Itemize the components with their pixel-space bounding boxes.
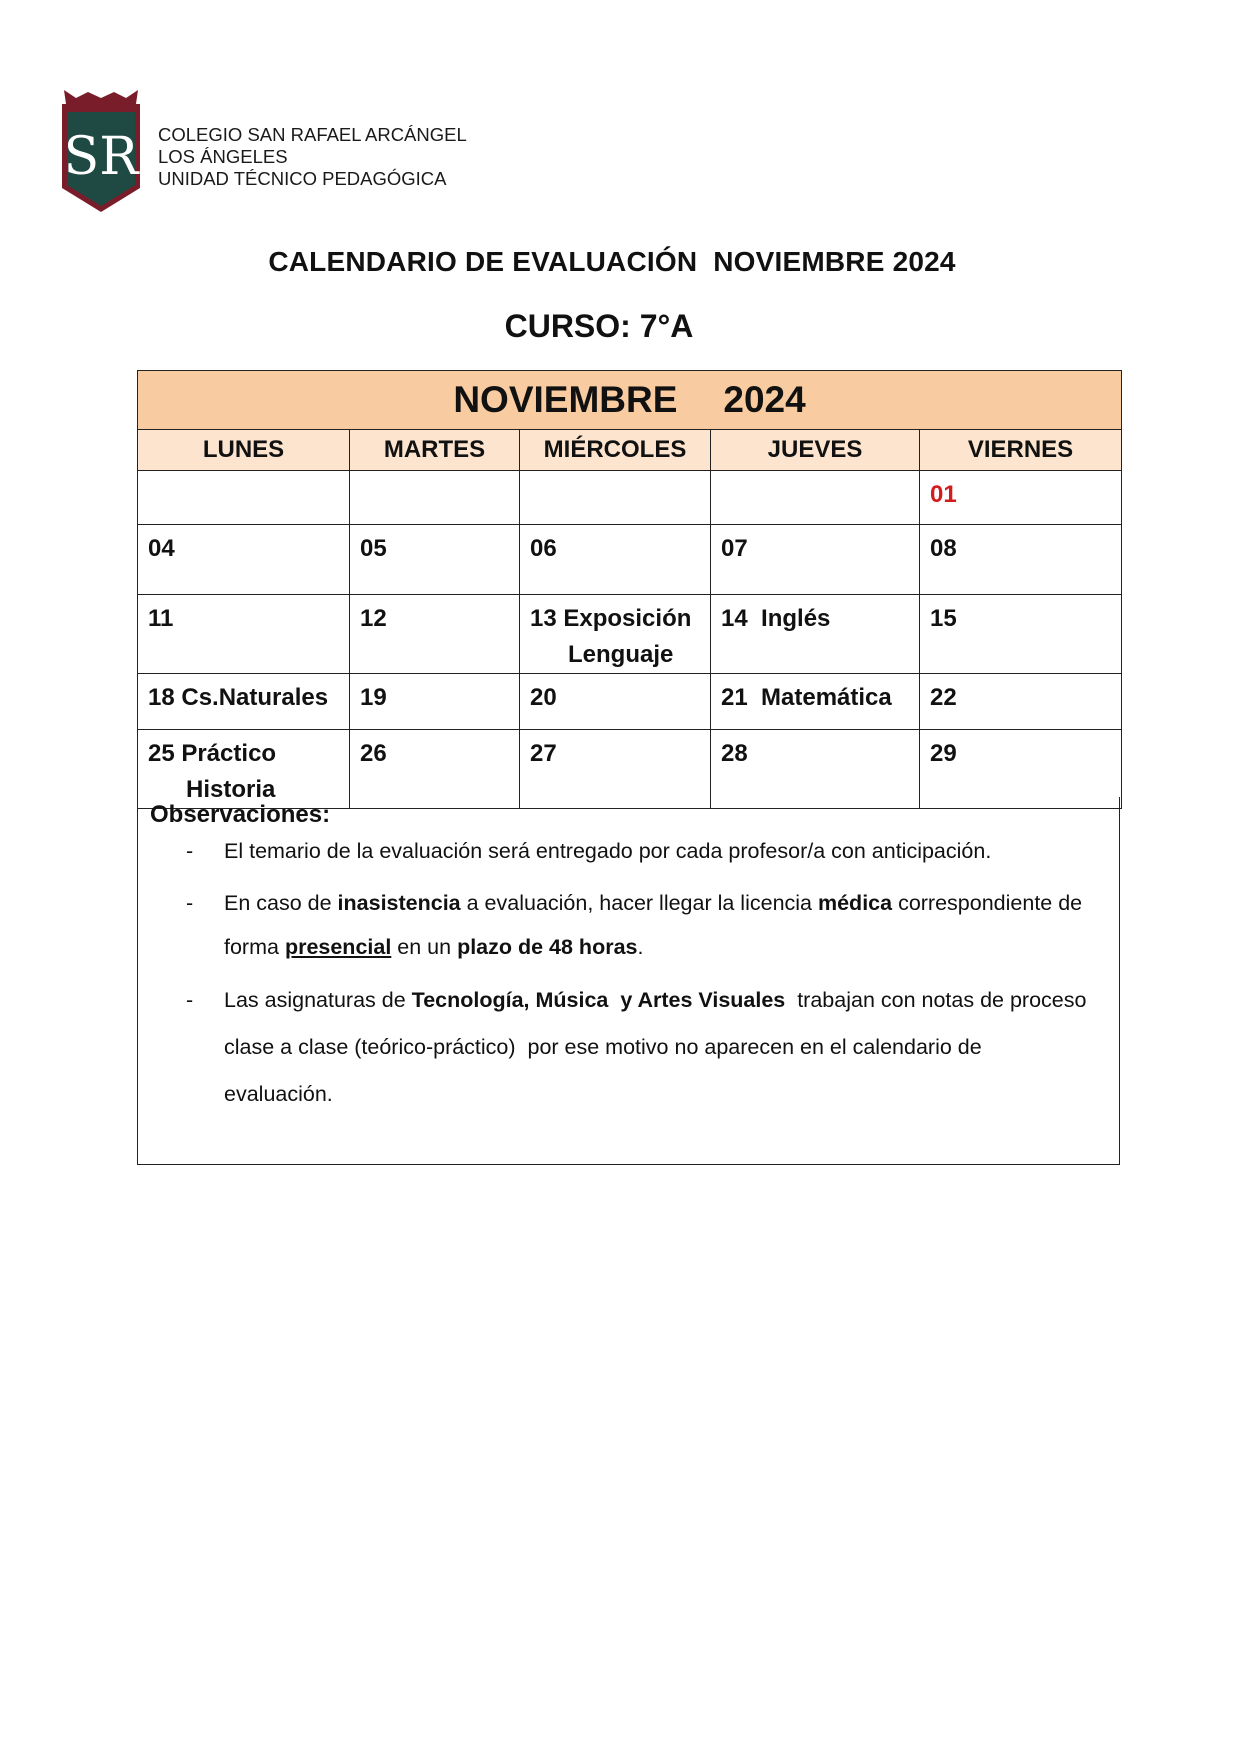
day-cell: 19 (350, 674, 520, 730)
observation-item: - En caso de inasistencia a evaluación, hacer llegar la licencia médica correspondiente de forma presencial en un plazo de 48 horas. (186, 881, 1106, 969)
day-cell: 26 (350, 730, 520, 809)
weekday-header: LUNES (138, 430, 350, 471)
week-row (138, 674, 1122, 730)
week-row (138, 595, 1122, 674)
weekday-row (138, 430, 1122, 471)
day-cell: 29 (920, 730, 1122, 809)
week-row (138, 525, 1122, 595)
month-header-row (138, 371, 1122, 430)
day-cell: 05 (350, 525, 520, 595)
day-cell (138, 471, 350, 525)
holiday-day: 01 (930, 481, 957, 508)
week-row (138, 471, 1122, 525)
day-cell-holiday (920, 471, 1122, 525)
day-cell: 12 (350, 595, 520, 674)
weekday-header: MIÉRCOLES (520, 430, 711, 471)
day-cell: 15 (920, 595, 1122, 674)
day-cell: 06 (520, 525, 711, 595)
day-cell-event: 13 Exposición Lenguaje (520, 595, 711, 674)
day-cell: 08 (920, 525, 1122, 595)
month-name: NOVIEMBRE (453, 379, 678, 420)
school-name: COLEGIO SAN RAFAEL ARCÁNGEL (158, 124, 467, 145)
day-cell (711, 471, 920, 525)
observation-item: - El temario de la evaluación será entregado por cada profesor/a con anticipación. (186, 837, 1106, 865)
day-cell: 04 (138, 525, 350, 595)
observations-box (137, 797, 1120, 1165)
school-city: LOS ÁNGELES (158, 146, 288, 167)
day-cell: 22 (920, 674, 1122, 730)
month-header (138, 371, 1122, 430)
day-cell-event: 18 Cs.Naturales (138, 674, 350, 730)
day-cell: 11 (138, 595, 350, 674)
month-year: 2024 (723, 379, 806, 420)
day-cell-event: 14 Inglés (711, 595, 920, 674)
observations-list (186, 837, 1106, 1118)
day-cell (350, 471, 520, 525)
observations-heading: Observaciones: (150, 801, 331, 828)
day-cell-event: 25 Práctico Historia (138, 730, 350, 809)
day-cell: 27 (520, 730, 711, 809)
document-title: CALENDARIO DE EVALUACIÓN NOVIEMBRE 2024 (268, 246, 956, 277)
school-info (158, 124, 467, 190)
school-logo (60, 88, 142, 214)
weekday-header: JUEVES (711, 430, 920, 471)
day-cell: 07 (711, 525, 920, 595)
day-cell: 28 (711, 730, 920, 809)
weekday-header: MARTES (350, 430, 520, 471)
school-unit: UNIDAD TÉCNICO PEDAGÓGICA (158, 168, 447, 189)
course-label: CURSO: 7°A (504, 308, 694, 344)
weekday-header: VIERNES (920, 430, 1122, 471)
observation-item: - Las asignaturas de Tecnología, Música y Artes Visuales trabajan con notas de proceso clase a clase (teórico-práctico) por ese motivo no aparecen en el calendario de evaluación. (186, 977, 1106, 1118)
day-cell: 20 (520, 674, 711, 730)
evaluation-calendar (137, 370, 1122, 809)
day-cell (520, 471, 711, 525)
svg-text:SR: SR (63, 127, 139, 187)
day-cell-event: 21 Matemática (711, 674, 920, 730)
